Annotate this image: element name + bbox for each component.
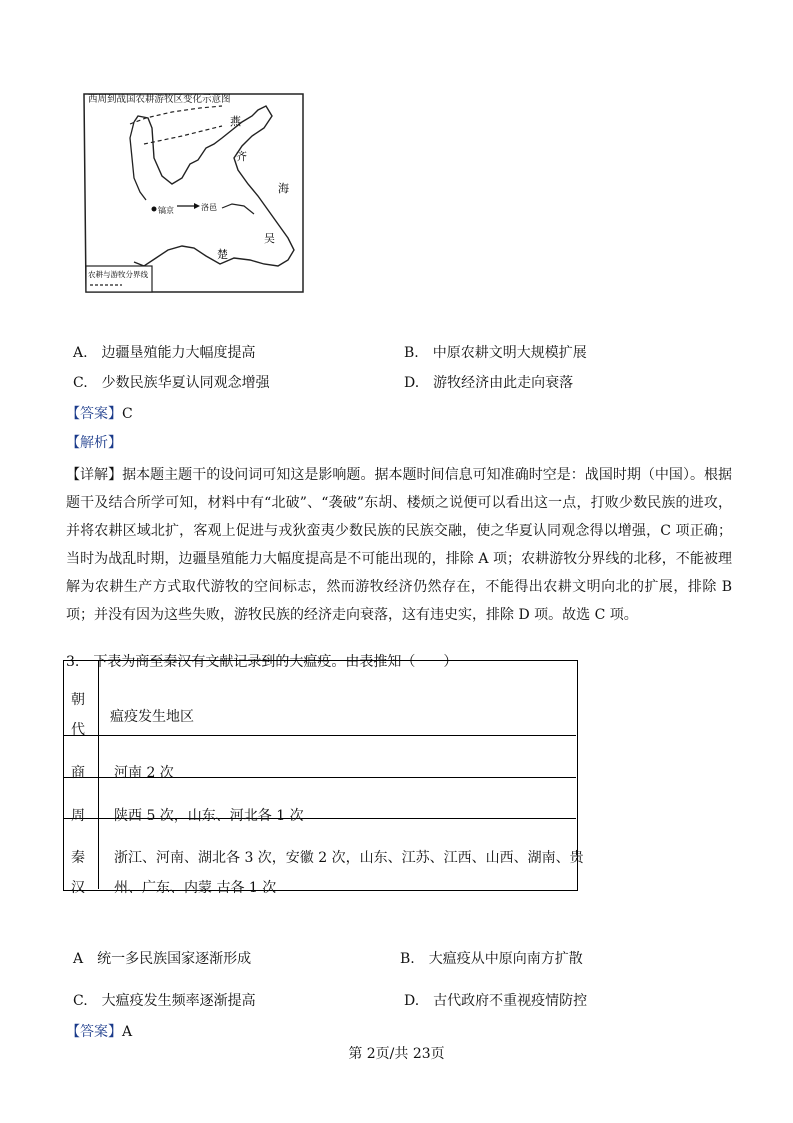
map-title: 西周到战国农耕游牧区变化示意图 <box>88 94 231 105</box>
label-luoyi: 洛邑 <box>201 203 217 212</box>
detail-text: 据本题主题干的设问词可知这是影响题。据本题时间信息可知准确时空是：战国时期（中国）。根据题干及结合所学可知，材料中有“北破”、“袭破”东胡、楼烦之说便可以看出这一点，打败少数民族的进攻，并将农耕区域北扩，客观上促进与戎狄蛮夷少数民族的民族交融，使之华夏认同观念得以增强，C 项正确；当时为战乱时期，边疆垦殖能力大幅度提高是不可能出现的，排除 A 项；农耕游牧分界线的北移，不能被理解为农耕生产方式取代游牧的空间标志，然而游牧经济仍然存在，不能得出农耕文明向北的扩展，排除 B 项；并没有因为这些失败，游牧民族的经济走向衰落，这有违史实，排除 D 项。故选 C 项。 <box>66 467 733 623</box>
epidemic-table <box>63 660 584 896</box>
q2-option-a: A. 边疆垦殖能力大幅度提高 <box>73 345 256 361</box>
q3-answer <box>66 1023 132 1041</box>
answer-label: 【答案】 <box>66 1024 122 1040</box>
map-figure <box>82 88 305 295</box>
table-row-dynasty: 秦 汉 <box>71 850 85 896</box>
q3-stem: 3. 下表为商至秦汉有文献记录到的大瘟疫。由表推知（ ） <box>66 654 458 670</box>
table-row-region: 浙江、河南、湖北各 3 次，安徽 2 次，山东、江苏、江西、山西、湖南、贵 州、广东、内蒙 古各 1 次 <box>114 850 584 896</box>
river-west <box>130 122 146 200</box>
label-yan: 燕 <box>230 115 241 128</box>
river-east <box>222 204 254 214</box>
q2-analysis-label: 【解析】 <box>66 435 122 451</box>
arrow-head <box>194 203 200 209</box>
q2-detail-paragraph <box>66 461 732 629</box>
q2-option-c: C. 少数民族华夏认同观念增强 <box>73 375 270 391</box>
label-haojing: 镐京 <box>158 206 174 215</box>
label-sea: 海 <box>278 182 289 195</box>
q2-answer <box>66 405 133 423</box>
boundary-south <box>144 126 222 144</box>
answer-value: C <box>122 406 133 422</box>
boundary-north <box>130 106 222 124</box>
answer-label: 【答案】 <box>66 406 122 422</box>
table-row-dynasty: 商 <box>71 765 85 781</box>
table-row-region: 河南 2 次 <box>114 765 174 781</box>
legend-text: 农耕与游牧分界线 <box>88 270 148 279</box>
label-chu: 楚 <box>217 248 228 261</box>
haojing-dot <box>152 207 157 212</box>
q2-option-b: B. 中原农耕文明大规模扩展 <box>404 345 587 361</box>
q3-option-d: D. 古代政府不重视疫情防控 <box>404 993 588 1009</box>
header-region: 瘟疫发生地区 <box>110 709 194 725</box>
q3-option-b: B. 大瘟疫从中原向南方扩散 <box>400 951 583 967</box>
table-row-dynasty: 周 <box>71 808 85 824</box>
q2-option-d: D. 游牧经济由此走向衰落 <box>404 375 574 391</box>
map-frame <box>84 94 303 292</box>
header-dynasty: 朝 代 <box>71 692 85 738</box>
q3-option-c: C. 大瘟疫发生频率逐渐提高 <box>73 993 256 1009</box>
q3-option-a: A 统一多民族国家逐渐形成 <box>73 951 252 967</box>
label-wu: 吴 <box>264 232 275 245</box>
map-svg <box>82 88 305 295</box>
col-divider <box>98 661 99 889</box>
row-divider <box>64 735 576 736</box>
detail-label: 【详解】 <box>66 467 123 483</box>
answer-value: A <box>122 1024 133 1040</box>
label-qi: 齐 <box>236 150 247 163</box>
table-row-region: 陕西 5 次，山东、河北各 1 次 <box>114 808 304 824</box>
page-footer: 第 2页/共 23页 <box>348 1046 445 1062</box>
